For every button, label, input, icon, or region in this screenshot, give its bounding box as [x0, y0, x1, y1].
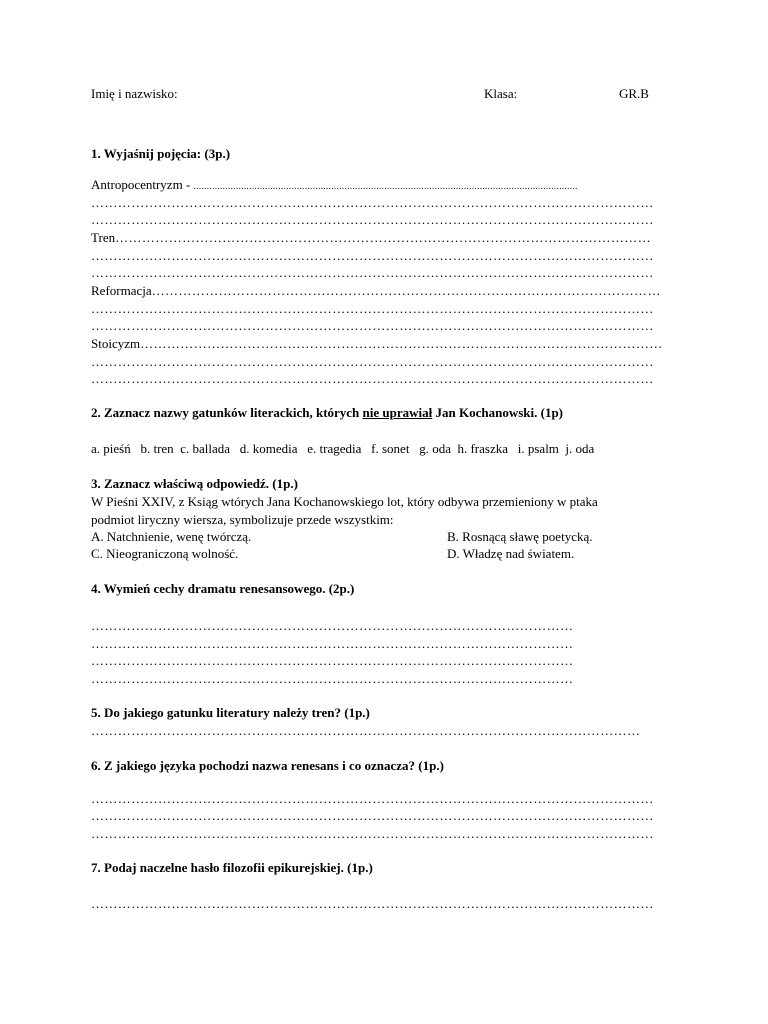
- answer-line: ……………………………………………………………………………………………………………: [91, 723, 641, 738]
- q5-title: 5. Do jakiego gatunku literatury należy tren? (1p.): [91, 705, 370, 720]
- answer-line: ………………………………………………………………………………………………………………: [91, 265, 654, 280]
- answer-line: ………………………………………………………………………………………………………………: [91, 248, 654, 263]
- answer-line: ………………………………………………………………………………………………………………: [91, 791, 654, 806]
- option-c[interactable]: c. ballada: [180, 441, 230, 456]
- option-g[interactable]: g. oda: [419, 441, 451, 456]
- q2-title: [91, 405, 563, 421]
- term-antropocentryzm: Antropocentryzm -: [91, 177, 194, 192]
- q6-title: 6. Z jakiego języka pochodzi nazwa renesans i co oznacza? (1p.): [91, 758, 444, 773]
- answer-line: ………………………………………………………………………………………………: [91, 653, 574, 668]
- group-label: GR.B: [619, 86, 649, 101]
- q3-answer-d[interactable]: D. Władzę nad światem.: [447, 546, 575, 561]
- term-tren: Tren: [91, 230, 116, 245]
- q1-term-line: [91, 230, 673, 246]
- answer-line: ………………………………………………………………………………………………………………: [91, 826, 654, 841]
- q2-title-before: 2. Zaznacz nazwy gatunków literackich, których: [91, 405, 363, 420]
- q7-title: 7. Podaj naczelne hasło filozofii epikurejskiej. (1p.): [91, 860, 373, 875]
- answer-line: ………………………………………………………………………………………………………………: [91, 318, 654, 333]
- q3-answer-b[interactable]: B. Rosnącą sławę poetycką.: [447, 529, 593, 544]
- answer-line: ………………………………………………………………………………………………: [91, 671, 574, 686]
- answer-dots: ………………………………………………………………………………………………………: [140, 336, 663, 351]
- term-reformacja: Reformacja: [91, 283, 152, 298]
- q2-title-underlined: nie uprawiał: [362, 405, 433, 420]
- q1-term-line: [91, 283, 673, 299]
- class-label: Klasa:: [484, 86, 518, 101]
- q1-term-line: [91, 177, 673, 194]
- answer-line: ………………………………………………………………………………………………………………: [91, 301, 654, 316]
- option-j[interactable]: j. oda: [565, 441, 595, 456]
- q4-title: 4. Wymień cechy dramatu renesansowego. (2p.): [91, 581, 355, 596]
- name-label: Imię i nazwisko:: [91, 86, 178, 101]
- term-stoicyzm: Stoicyzm: [91, 336, 141, 351]
- option-b[interactable]: b. tren: [140, 441, 174, 456]
- answer-line: ………………………………………………………………………………………………: [91, 636, 574, 651]
- q3-answer-a[interactable]: A. Natchnienie, wenę twórczą.: [91, 529, 252, 544]
- option-e[interactable]: e. tragedia: [307, 441, 362, 456]
- q3-text-line-1: W Pieśni XXIV, z Ksiąg wtórych Jana Kochanowskiego lot, który odbywa przemieniony w ptaka: [91, 494, 598, 509]
- answer-line: ………………………………………………………………………………………………………………: [91, 354, 654, 369]
- answer-dots: …………………………………………………………………………………………………………: [115, 230, 652, 245]
- q3-text-line-2: podmiot liryczny wiersza, symbolizuje przede wszystkim:: [91, 512, 394, 527]
- option-h[interactable]: h. fraszka: [457, 441, 508, 456]
- answer-line: ………………………………………………………………………………………………: [91, 618, 574, 633]
- answer-line: ………………………………………………………………………………………………………………: [91, 371, 654, 386]
- q3-title: 3. Zaznacz właściwą odpowiedź. (1p.): [91, 476, 298, 491]
- answer-dots: .................................................................................................................................................: [193, 181, 578, 191]
- answer-line: ………………………………………………………………………………………………………………: [91, 212, 654, 227]
- answer-line: ………………………………………………………………………………………………………………: [91, 896, 654, 911]
- q3-answer-c[interactable]: C. Nieograniczoną wolność.: [91, 546, 239, 561]
- option-i[interactable]: i. psalm: [517, 441, 559, 456]
- option-a[interactable]: a. pieśń: [91, 441, 131, 456]
- q2-title-after: Jan Kochanowski. (1p): [432, 405, 564, 420]
- option-d[interactable]: d. komedia: [239, 441, 298, 456]
- option-f[interactable]: f. sonet: [371, 441, 410, 456]
- answer-line: ………………………………………………………………………………………………………………: [91, 195, 654, 210]
- q1-title: 1. Wyjaśnij pojęcia: (3p.): [91, 146, 231, 161]
- q2-options: [91, 441, 594, 457]
- q1-term-line: [91, 336, 673, 352]
- answer-line: ………………………………………………………………………………………………………………: [91, 808, 654, 823]
- answer-dots: ……………………………………………………………………………………………………: [151, 283, 661, 298]
